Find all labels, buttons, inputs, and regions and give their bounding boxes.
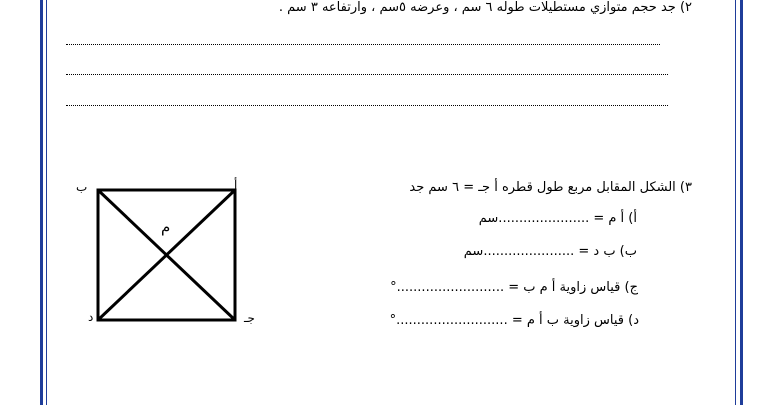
page-border-right-inner	[735, 0, 736, 405]
page-border-left-inner	[46, 0, 47, 405]
question-3-part-c: ج) قياس زاوية أ م ب = ..........................°	[390, 280, 638, 295]
question-3-part-b: ب) ب د = ......................سم	[463, 244, 637, 259]
square-diagram	[68, 178, 268, 328]
center-label-m: م	[161, 218, 171, 236]
answer-line-3	[66, 105, 668, 106]
question-3-part-d: د) قياس زاوية ب أ م = ...........................°	[389, 313, 639, 328]
answer-line-1	[66, 44, 660, 45]
question-2-text: ٢) جد حجم متوازي مستطيلات طوله ٦ سم ، وعرضه ٥سم ، وارتفاعه ٣ سم .	[278, 0, 692, 15]
vertex-label-c: جـ	[244, 311, 255, 325]
question-3-part-a: أ) أ م = ......................سم	[478, 211, 637, 226]
question-3-text: ٣) الشكل المقابل مربع طول قطره أ جـ = ٦ سم جد	[409, 180, 692, 195]
vertex-label-a: أ	[234, 178, 238, 192]
answer-line-2	[66, 74, 668, 75]
square-figure	[68, 178, 268, 328]
page-border-right-outer	[740, 0, 743, 405]
vertex-label-d: د	[88, 310, 94, 324]
page-border-left-outer	[40, 0, 43, 405]
vertex-label-b: ب	[76, 180, 88, 194]
